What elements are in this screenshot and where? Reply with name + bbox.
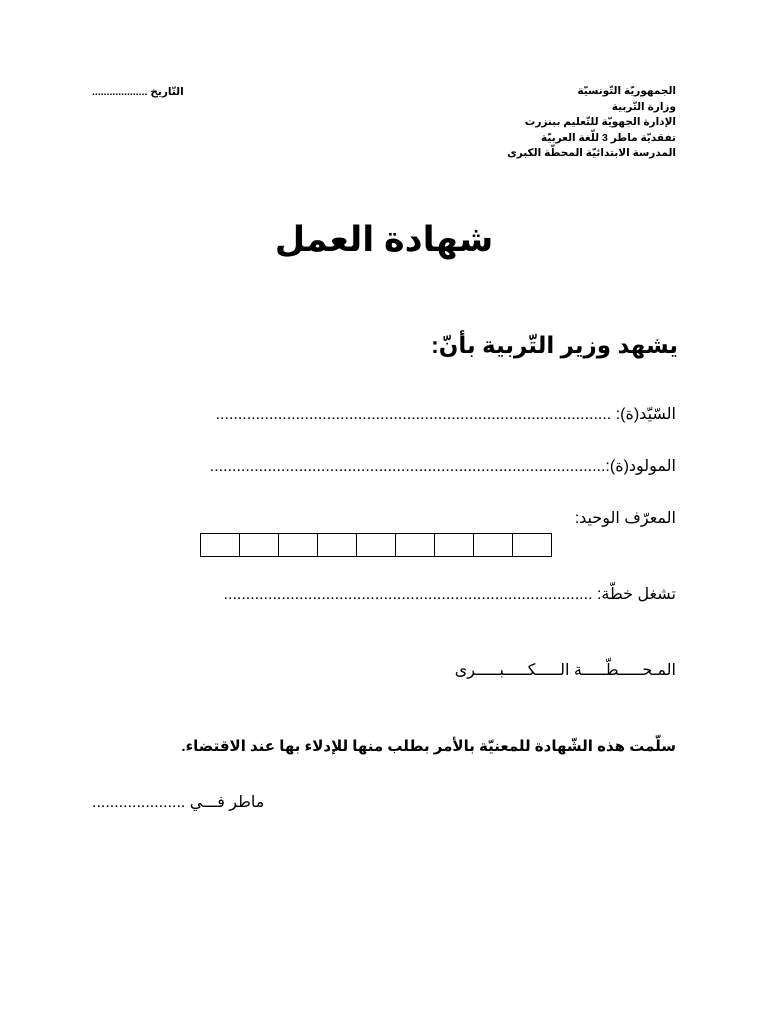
name-field: السّيّد(ة): ......................................................................................... — [215, 406, 676, 423]
certificate-note: سلّمت هذه الشّهادة للمعنيّة بالأمر بطلب منها للإدلاء بها عند الاقتضاء. — [181, 738, 676, 755]
id-box[interactable] — [434, 533, 474, 557]
header-line-republic: الجمهوريّة التّونسيّة — [577, 85, 676, 97]
id-box[interactable] — [200, 533, 240, 557]
id-box[interactable] — [239, 533, 279, 557]
id-box-grid — [201, 533, 552, 557]
id-box[interactable] — [317, 533, 357, 557]
id-label: المعرّف الوحيد: — [574, 510, 676, 527]
header-line-ministry: وزارة التّربية — [611, 100, 676, 113]
header-line-inspection: تفقديّة ماطر 3 للّغة العربيّة — [541, 131, 676, 144]
id-box[interactable] — [395, 533, 435, 557]
lead-statement: يشهد وزير التّربية بأنّ: — [431, 332, 678, 358]
school-name: المـحـــــطّـــــة الـــــكـــــبـــــرى — [454, 662, 676, 679]
date-label: التّاريخ ................... — [92, 86, 184, 98]
id-box[interactable] — [278, 533, 318, 557]
header-line-regional: الإدارة الجهويّة للتّعليم ببنزرت — [524, 116, 676, 128]
page-title: شهادة العمل — [274, 220, 494, 259]
birth-field: المولود(ة):......................................................................................... — [209, 458, 676, 475]
header-line-school: المدرسة الابتدائيّة المحطّة الكبرى — [507, 147, 676, 159]
id-box[interactable] — [473, 533, 513, 557]
ministry-header — [507, 84, 676, 162]
id-box[interactable] — [512, 533, 552, 557]
position-field: تشغل خطّة: ................................................................................... — [223, 586, 676, 603]
place-date: ماطر فـــي ..................... — [92, 794, 265, 811]
id-box[interactable] — [356, 533, 396, 557]
